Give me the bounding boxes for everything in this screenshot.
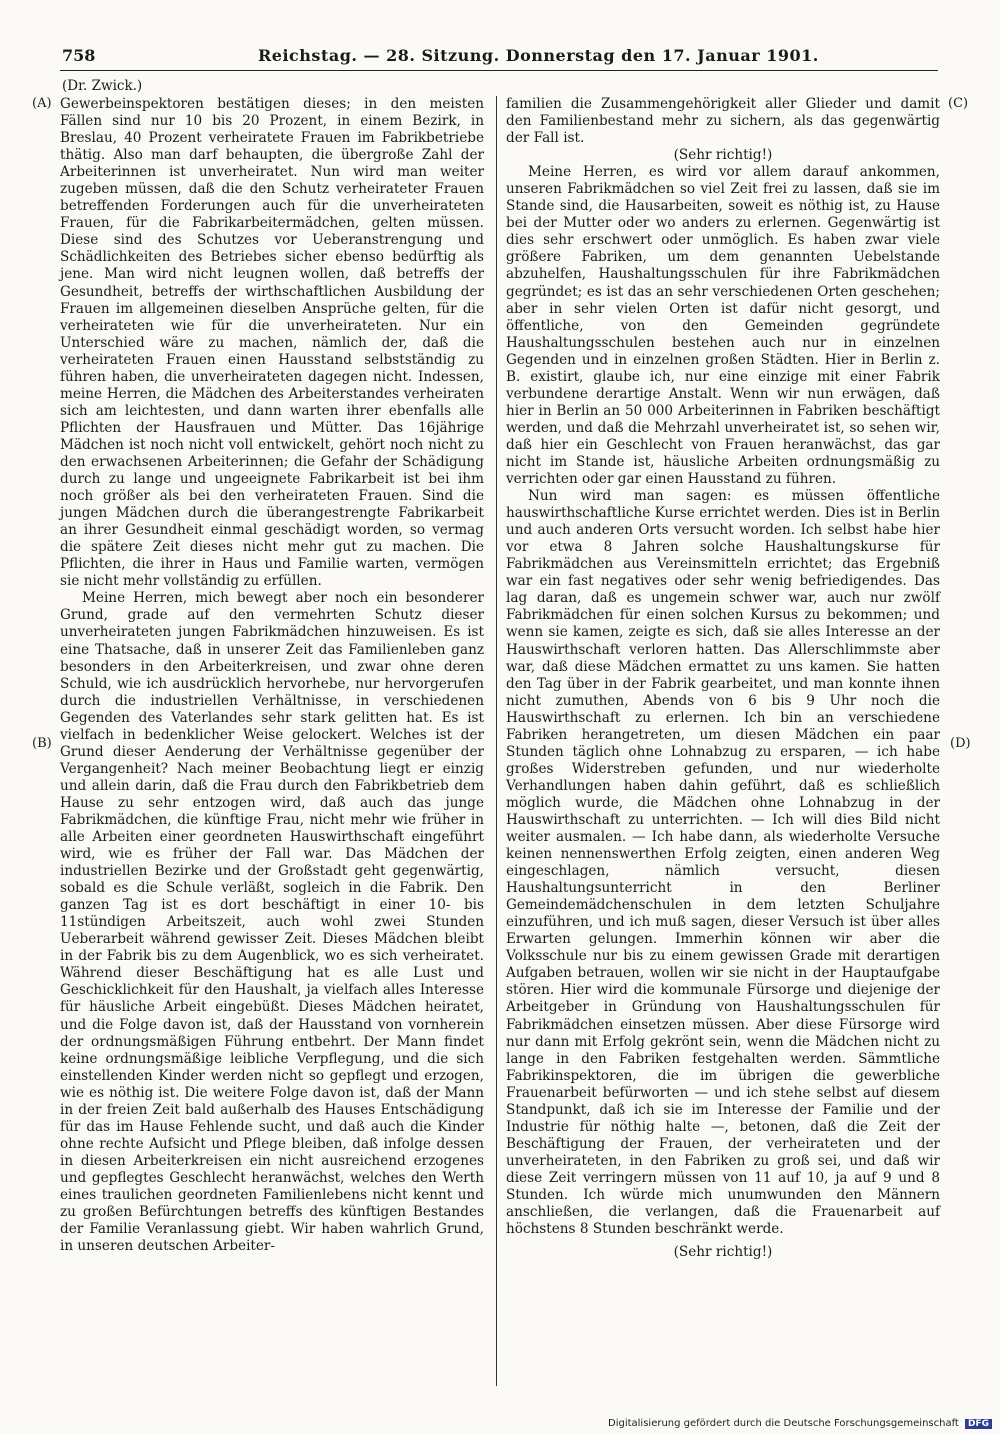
footer-text: Digitalisierung gefördert durch die Deutsche Forschungsgemeinschaft bbox=[608, 1418, 959, 1429]
header-rule bbox=[60, 70, 938, 71]
interjection: (Sehr richtig!) bbox=[673, 1244, 773, 1261]
column-divider bbox=[496, 96, 497, 1386]
text-column-right bbox=[506, 96, 940, 1261]
margin-mark-d: (D) bbox=[950, 736, 971, 751]
margin-mark-b: (B) bbox=[32, 736, 52, 751]
text-column-left bbox=[60, 96, 484, 1255]
paragraph: Meine Herren, es wird vor allem darauf ankommen, unseren Fabrikmädchen so viel Zeit frei zu lassen, daß sie im Stande sind, die Hausarbeiten, soweit es nöthig ist, zu Hause bei der Mutter oder wo anders zu erlernen. Gegenwärtig ist dies sehr erschwert oder unmöglich. Es haben zwar viele größere Fabriken, um dem genannten Uebelstande abzuhelfen, Haushaltungsschulen für ihre Fabrikmädchen gegründet; es ist das an sehr verschiedenen Orten geschehen; aber in sehr vielen Orten ist dafür nicht gesorgt, und öffentliche, von den Gemeinden gegründete Haushaltungsschulen bestehen auch nur in einzelnen Gegenden und in einzelnen großen Städten. Hier in Berlin z. B. existirt, glaube ich, nur eine einzige mit einer Fabrik verbundene derartige Anstalt. Wenn wir nun erwägen, daß hier in Berlin an 50 000 Arbeiterinnen in Fabriken beschäftigt werden, und daß die Mehrzahl unverheiratet ist, so sehen wir, daß hier ein Geschlecht von Frauen heranwächst, das gar nicht im Stande ist, häusliche Arbeiten ordnungsmäßig zu verrichten oder gar einen Hausstand zu führen. bbox=[506, 164, 940, 488]
running-title: Reichstag. — 28. Sitzung. Donnerstag den 17. Januar 1901. bbox=[258, 46, 819, 65]
paragraph: familien die Zusammengehörigkeit aller Glieder und damit den Familienbestand mehr zu sichern, als das gegenwärtig der Fall ist. bbox=[506, 96, 940, 147]
margin-mark-a: (A) bbox=[32, 96, 52, 111]
page-number: 758 bbox=[62, 46, 96, 65]
paragraph: Meine Herren, mich bewegt aber noch ein besonderer Grund, grade auf den vermehrten Schutz dieser unverheirateten jungen Fabrikmädchen hinzuweisen. Es ist eine Thatsache, daß in unserer Zeit das Familienleben ganz besonders in den Arbeiterkreisen, und zwar ohne deren Schuld, wie ich ausdrücklich hervorhebe, nur hervorgerufen durch die industriellen Verhältnisse, in verschiedenen Gegenden des Vaterlandes sehr stark gelitten hat. Es ist vielfach in bedenklicher Weise gelockert. Welches ist der Grund dieser Aenderung der Verhältnisse gegenüber der Vergangenheit? Nach meiner Beobachtung liegt er einzig und allein darin, daß die Frau durch den Fabrikbetrieb dem Hause zu sehr entzogen wird, daß auch das junge Fabrikmädchen, die künftige Frau, nicht mehr wie früher in alle Arbeiten einer geordneten Hauswirthschaft eingeführt wird, wie es früher der Fall war. Das Mädchen der industriellen Bezirke und der Großstadt geht gegenwärtig, sobald es die Schule verläßt, sogleich in die Fabrik. Den ganzen Tag ist es dort beschäftigt in einer 10- bis 11stündigen Arbeitszeit, auch wohl zwei Stunden Ueberarbeit während gewisser Zeit. Dieses Mädchen bleibt in der Fabrik bis zu dem Augenblick, wo es sich verheiratet. Während dieser Beschäftigung hat es alle Lust und Geschicklichkeit für den Haushalt, ja vielfach alles Interesse für häusliche Arbeit eingebüßt. Dieses Mädchen heiratet, und die Folge davon ist, daß der Hausstand von vornherein der ordnungsmäßigen Führung entbehrt. Der Mann findet keine ordnungsmäßige leibliche Verpflegung, und die sich einstellenden Kinder werden nicht so gepflegt und erzogen, wie es nöthig ist. Die weitere Folge davon ist, daß der Mann in der freien Zeit bald außerhalb des Hauses Entschädigung für das im Hause Fehlende sucht, und daß auch die Kinder ohne rechte Aufsicht und Pflege bleiben, daß infolge dessen in diesen Arbeiterkreisen ein nicht ausreichend erzogenes und gepflegtes Geschlecht heranwächst, welches den Werth eines traulichen geordneten Familienlebens nicht kennt und zu großen Befürchtungen betreffs des künftigen Bestandes der Familie Veranlassung giebt. Wir haben wahrlich Grund, in unseren deutschen Arbeiter- bbox=[60, 590, 484, 1255]
speaker-label: (Dr. Zwick.) bbox=[62, 78, 143, 94]
paragraph: Nun wird man sagen: es müssen öffentliche hauswirthschaftliche Kurse errichtet werden. Dies ist in Berlin und auch anderen Orts versucht worden. Ich selbst habe hier vor etwa 8 Jahren solche Haushaltungskurse für Fabrikmädchen aus Vereinsmitteln errichtet; das Ergebniß war ein fast negatives oder sehr wenig befriedigendes. Das lag daran, daß es ungemein schwer war, auch nur zwölf Fabrikmädchen für einen solchen Kursus zu bekommen; und wenn sie kamen, zeigte es sich, daß sie alles Interesse an der Hauswirthschaft verloren hatten. Das Allerschlimmste aber war, daß diese Mädchen ermattet zu uns kamen. Sie hatten den Tag über in der Fabrik gearbeitet, und man konnte ihnen nicht zumuthen, Abends von 6 bis 9 Uhr noch die Hauswirthschaft zu erlernen. Ich bin an verschiedene Fabriken herangetreten, um diesen Mädchen ein paar Stunden täglich ohne Lohnabzug zu ersparen, — ich habe großes Widerstreben gefunden, und nur wiederholte Verhandlungen haben dahin geführt, daß es schließlich möglich wurde, die Mädchen ohne Lohnabzug in der Hauswirthschaft zu unterrichten. — Ich will dies Bild nicht weiter ausmalen. — Ich habe dann, als wiederholte Versuche keinen nennenswerthen Erfolg zeigten, einen anderen Weg eingeschlagen, nämlich versucht, diesen Haushaltungsunterricht in den Berliner Gemeindemädchenschulen in dem letzten Schuljahre einzuführen, und ich muß sagen, dieser Versuch ist über alles Erwarten gelungen. Immerhin können wir aber die Volksschule nur bis zu einem gewissen Grade mit derartigen Aufgaben betrauen, wollen wir sie nicht in der Hauptaufgabe stören. Hier wird die kommunale Fürsorge und diejenige der Arbeitgeber in Gründung von Haushaltungsschulen für Fabrikmädchen einsetzen müssen. Aber diese Fürsorge wird nur dann mit Erfolg gekrönt sein, wenn die Mädchen nicht zu lange in den Fabriken festgehalten werden. Sämmtliche Fabrikinspektoren, die im übrigen die gewerbliche Frauenarbeit befürworten — und ich stehe selbst auf diesem Standpunkt, daß ich sie im Interesse der Familie und der Industrie für nöthig halte —, betonen, daß die Zeit der Beschäftigung der Frauen, der verheirateten und der unverheirateten, in den Fabriken zu groß sei, und daß wir diese Zeit verringern müssen von 11 auf 10, ja auf 9 und 8 Stunden. Ich würde mich unumwunden den Männern anschließen, die verlangen, daß die Frauenarbeit auf höchstens 8 Stunden beschränkt werde. bbox=[506, 488, 940, 1238]
digitization-footer bbox=[608, 1418, 992, 1429]
dfg-logo: DFG bbox=[965, 1419, 992, 1429]
margin-mark-c: (C) bbox=[948, 96, 969, 111]
page-header bbox=[62, 46, 942, 72]
interjection: (Sehr richtig!) bbox=[673, 147, 773, 164]
paragraph: Gewerbeinspektoren bestätigen dieses; in den meisten Fällen sind nur 10 bis 20 Prozent, in einem Bezirk, in Breslau, 40 Prozent verheiratete Frauen im Fabrikbetriebe thätig. Also man darf behaupten, die übergroße Zahl der Arbeiterinnen ist unverheiratet. Nun wird man weiter zugeben müssen, daß die den Schutz verheirateter Frauen betreffenden Forderungen auch für die unverheirateten Frauen, für die Fabrikarbeitermädchen, gelten müssen. Diese sind des Schutzes vor Ueberanstrengung und Schädlichkeiten des Betriebes sicher ebenso bedürftig als jene. Man wird nicht leugnen wollen, daß betreffs der Gesundheit, betreffs der wirthschaftlichen Ausbildung der Frauen im allgemeinen dieselben Ansprüche gelten, für die verheirateten wie für die unverheirateten. Nur ein Unterschied wäre zu machen, nämlich der, daß die verheirateten Frauen einen Hausstand selbstständig zu führen haben, die unverheirateten dagegen nicht. Indessen, meine Herren, die Mädchen des Arbeiterstandes verheiraten sich am leichtesten, und dann warten ihrer ebenfalls alle Pflichten der Hausfrauen und Mütter. Das 16jährige Mädchen ist noch nicht voll entwickelt, gehört noch nicht zu den erwachsenen Arbeiterinnen; die Gefahr der Schädigung durch zu lange und ungeeignete Fabrikarbeit ist bei ihm noch größer als bei den verheirateten Frauen. Sind die jungen Mädchen durch die überangestrengte Fabrikarbeit an ihrer Gesundheit einmal geschädigt worden, so vermag die spätere Zeit dieses nicht mehr gut zu machen. Die Pflichten, die ihrer in Haus und Familie warten, vermögen sie nicht mehr vollständig zu erfüllen. bbox=[60, 96, 484, 590]
